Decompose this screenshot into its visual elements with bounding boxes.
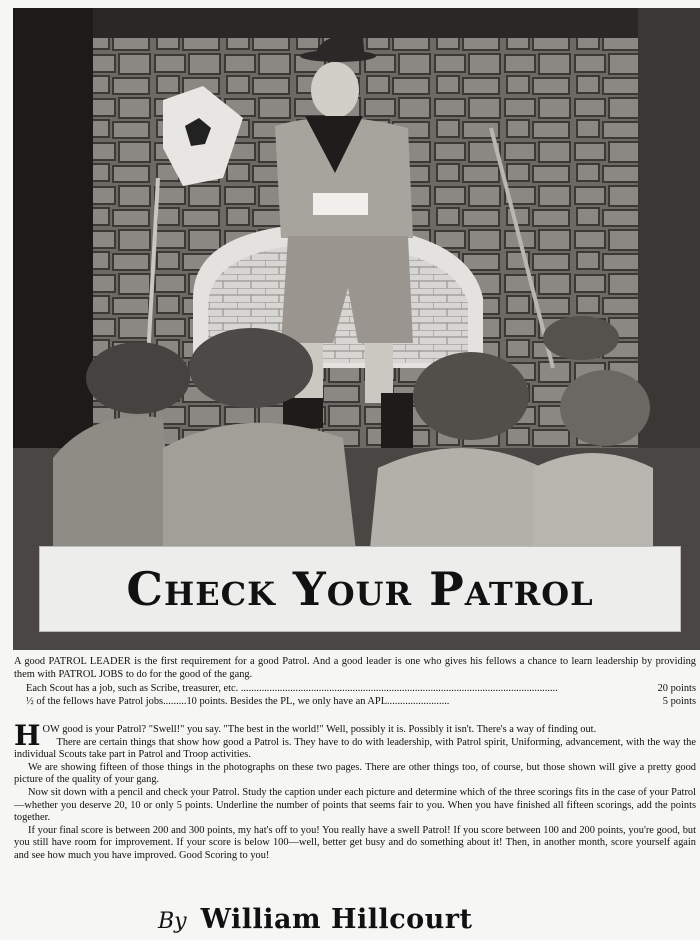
scoring-row: ½ of the fellows have Patrol jobs ......... 10 points. Besides the PL, we only have an APL ........................ 5 points <box>26 695 696 707</box>
article-body <box>14 719 696 863</box>
author-name: William Hillcourt <box>200 904 473 935</box>
scoring-points: 20 points <box>657 683 696 695</box>
byline-by: By <box>158 909 187 934</box>
scoring-row: Each Scout has a job, such as Scribe, treasurer, etc. .......................................................................................................................... 20 points <box>26 683 696 695</box>
paragraph-1-text: OW good is your Patrol? "Swell!" you say. "The best in the world!" Well, possibly it is. Possibly it isn't. There's a way of finding out. <box>42 724 597 735</box>
scoring-label: Each Scout has a job, such as Scribe, treasurer, etc. <box>26 683 239 695</box>
intro-section <box>14 656 696 708</box>
page-title: Check Your Patrol <box>126 562 594 616</box>
paragraph-5: If your final score is between 200 and 300 points, my hat's off to you! You really have a swell Patrol! If you score between 100 and 200 points, you're good, but you still have room for improvement. If your score is below 100—well, better get busy and do something about it! Then, in another month, score yourself again and see how much you have improved. Good Scoring to you! <box>14 824 696 861</box>
scoring-list <box>14 683 696 708</box>
title-banner <box>39 546 681 632</box>
paragraph-3: We are showing fifteen of those things in the photographs on these two pages. There are other things too, of course, but those shown will give a pretty good picture of the quality of your gang. <box>14 761 696 786</box>
scoring-label: ½ of the fellows have Patrol jobs <box>26 695 164 707</box>
scoring-points: 5 points <box>662 695 696 707</box>
intro-paragraph: A good PATROL LEADER is the first requirement for a good Patrol. And a good leader is one who gives his fellows a chance to learn leadership by providing them with PATROL JOBS to do for the good of the gang. <box>14 656 696 680</box>
scoring-mid: 10 points. Besides the PL, we only have an APL <box>186 695 388 707</box>
drop-cap: H <box>14 719 41 752</box>
byline <box>158 904 473 935</box>
paragraph-2: There are certain things that show how good a Patrol is. They have to do with leadership, with Patrol spirit, Uniforming, advancement, with the way the individual Scouts take part in Patrol and Troop activities. <box>14 736 696 761</box>
paragraph-4: Now sit down with a pencil and check your Patrol. Study the caption under each picture and determine which of the three scorings fits in the case of your Patrol—whether you deserve 20, 10 or only 5 points. Underline the number of points that seems fair to you. When you have finished all fifteen scorings, add the points together. <box>14 786 696 824</box>
